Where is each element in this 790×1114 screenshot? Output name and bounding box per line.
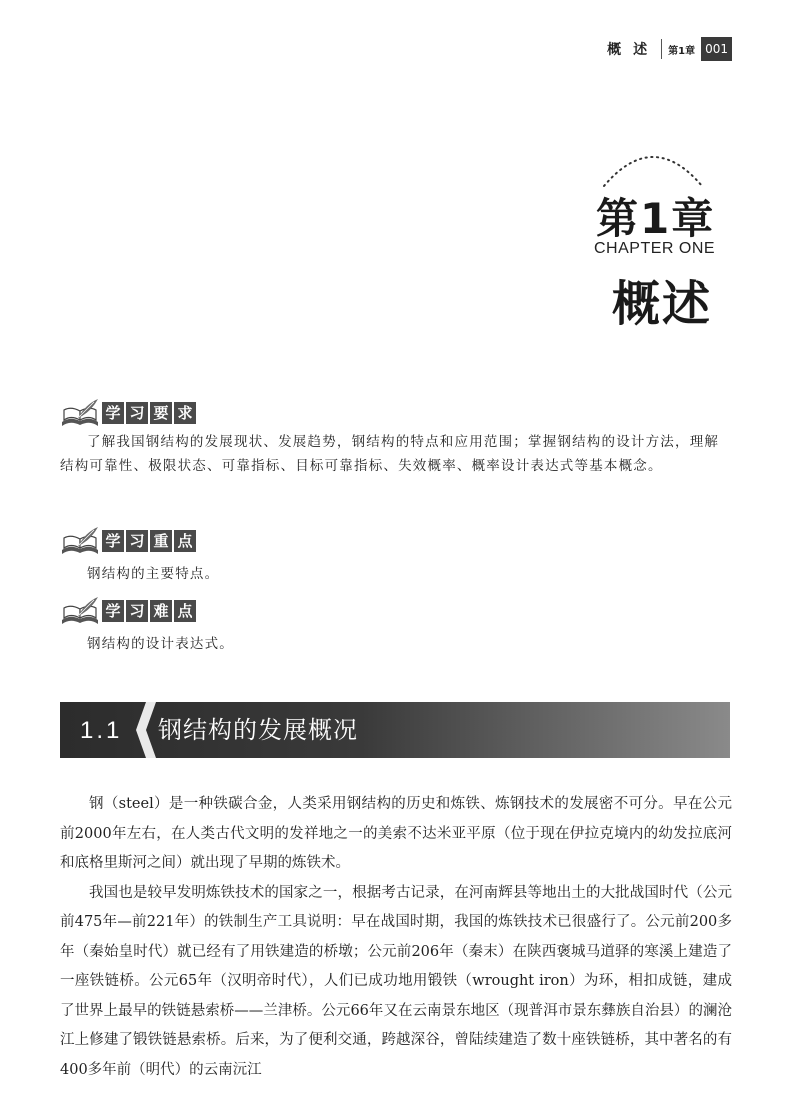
section-title: 钢结构的发展概况 bbox=[158, 716, 358, 744]
label-char: 习 bbox=[126, 530, 148, 552]
running-header bbox=[607, 36, 732, 62]
study-difficulties-label bbox=[102, 600, 198, 622]
label-char: 难 bbox=[150, 600, 172, 622]
running-header-title: 概述 bbox=[607, 42, 660, 58]
study-difficulties-heading bbox=[60, 596, 198, 626]
dotted-arc-decoration bbox=[598, 140, 708, 190]
study-keypoints-heading bbox=[60, 526, 198, 556]
label-char: 学 bbox=[102, 600, 124, 622]
study-requirements-heading bbox=[60, 398, 198, 428]
chapter-title: 概述 bbox=[612, 276, 713, 332]
label-char: 学 bbox=[102, 530, 124, 552]
label-char: 重 bbox=[150, 530, 172, 552]
study-keypoints-text: 钢结构的主要特点。 bbox=[87, 566, 220, 582]
running-header-divider bbox=[661, 39, 662, 59]
label-char: 习 bbox=[126, 600, 148, 622]
label-char: 学 bbox=[102, 402, 124, 424]
study-requirements-label bbox=[102, 402, 198, 424]
label-char: 点 bbox=[174, 600, 196, 622]
book-quill-icon bbox=[60, 596, 100, 626]
chapter-number: 第1章 bbox=[596, 194, 716, 243]
chapter-english-label: CHAPTER ONE bbox=[594, 240, 716, 257]
label-char: 习 bbox=[126, 402, 148, 424]
study-requirements-text: 了解我国钢结构的发展现状、发展趋势，钢结构的特点和应用范围；掌握钢结构的设计方法，理解结构可靠性、极限状态、可靠指标、目标可靠指标、失效概率、概率设计表达式等基本概念。 bbox=[60, 434, 720, 474]
study-difficulties-text: 钢结构的设计表达式。 bbox=[87, 636, 234, 652]
paragraph: 我国也是较早发明炼铁技术的国家之一，根据考古记录，在河南辉县等地出土的大批战国时代（公元前475年—前221年）的铁制生产工具说明：早在战国时期，我国的炼铁技术已很盛行了。公元前200多年（秦始皇时代）就已经有了用铁建造的桥墩；公元前206年（秦末）在陕西褒城马道驿的寒溪上建造了一座铁链桥。公元65年（汉明帝时代），人们已成功地用锻铁（wrought iron）为环，相扣成链，建成了世界上最早的铁链悬索桥——兰津桥。公元66年又在云南景东地区（现普洱市景东彝族自治县）的澜沧江上修建了锻铁链悬索桥。后来，为了便利交通，跨越深谷，曾陆续建造了数十座铁链桥，其中著名的有400多年前（明代）的云南沅江 bbox=[60, 884, 732, 1078]
label-char: 要 bbox=[150, 402, 172, 424]
section-number: 1.1 bbox=[80, 717, 123, 744]
running-header-chapter: 第1章 bbox=[668, 45, 696, 57]
study-keypoints-label bbox=[102, 530, 198, 552]
label-char: 点 bbox=[174, 530, 196, 552]
book-quill-icon bbox=[60, 398, 100, 428]
paragraph: 钢（steel）是一种铁碳合金，人类采用钢结构的历史和炼铁、炼钢技术的发展密不可分。早在公元前2000年左右，在人类古代文明的发祥地之一的美索不达米亚平原（位于现在伊拉克境内的幼发拉底河和底格里斯河之间）就出现了早期的炼铁术。 bbox=[60, 796, 732, 871]
page-number: 001 bbox=[701, 37, 732, 61]
body-text bbox=[60, 790, 732, 1085]
label-char: 求 bbox=[174, 402, 196, 424]
book-quill-icon bbox=[60, 526, 100, 556]
